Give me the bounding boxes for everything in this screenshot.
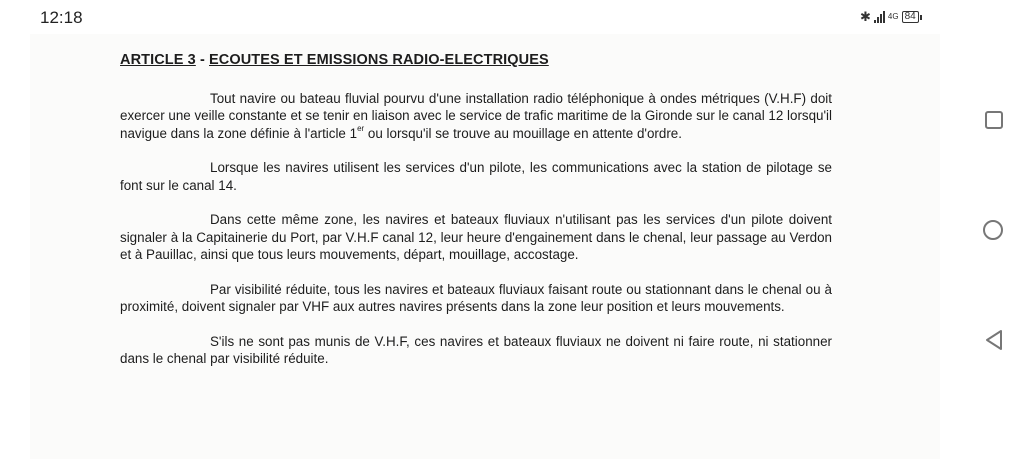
article-heading: ECOUTES ET EMISSIONS RADIO-ELECTRIQUES <box>209 52 549 68</box>
paragraph-5: S'ils ne sont pas munis de V.H.F, ces navires et bateaux fluviaux ne doivent ni faire route, ni stationner dans le chenal par visibilité réduite. <box>120 333 832 366</box>
circle-icon <box>983 220 1003 240</box>
home-button[interactable] <box>982 219 1006 243</box>
paragraph-4: Par visibilité réduite, tous les navires et bateaux fluviaux faisant route ou stationnant dans le chenal ou à proximité, doivent signaler par VHF aux autres navires présents dans la zone leur position et leurs mouvements. <box>120 281 832 314</box>
article-number: ARTICLE 3 <box>120 52 196 68</box>
paragraph-1 <box>120 90 832 143</box>
superscript-er: er <box>357 123 365 133</box>
battery-icon <box>902 11 919 23</box>
title-separator: - <box>195 52 210 68</box>
clock: 12:18 <box>40 8 83 27</box>
article-title <box>120 52 832 70</box>
network-type: 4G <box>887 12 899 21</box>
paragraph-2: Lorsque les navires utilisent les services d'un pilote, les communications avec la station de pilotage se font sur le canal 14. <box>120 160 832 193</box>
navigation-bar <box>960 0 1024 459</box>
paragraph-1-text: Tout navire ou bateau fluvial pourvu d'une installation radio téléphonique à ondes métriques (V.H.F) doit exercer une veille constante et se tenir en liaison avec le service de trafic maritime de la Gironde sur le canal 12 lorsqu'il navigue dans la zone définie à l'article 1 <box>120 90 832 141</box>
bluetooth-icon: ✱ <box>860 9 871 24</box>
battery-level: 84 <box>904 11 916 22</box>
back-button[interactable] <box>982 329 1006 353</box>
status-bar <box>0 0 945 34</box>
document-scan <box>30 34 940 459</box>
triangle-back-icon <box>984 329 1004 351</box>
signal-icon <box>874 11 885 23</box>
paragraph-3: Dans cette même zone, les navires et bateaux fluviaux n'utilisant pas les services d'un pilote doivent signaler à la Capitainerie du Port, par V.H.F canal 12, leur heure d'engainement dans le chenal, leur passage au Verdon et à Pauillac, ainsi que tous leurs mouvements, départ, mouillage, accostage. <box>120 212 832 262</box>
square-icon <box>985 111 1003 129</box>
document-text <box>120 52 832 385</box>
paragraph-1-end: ou lorsqu'il se trouve au mouillage en attente d'ordre. <box>364 125 682 141</box>
recent-apps-button[interactable] <box>982 108 1006 132</box>
status-icons <box>860 9 919 25</box>
